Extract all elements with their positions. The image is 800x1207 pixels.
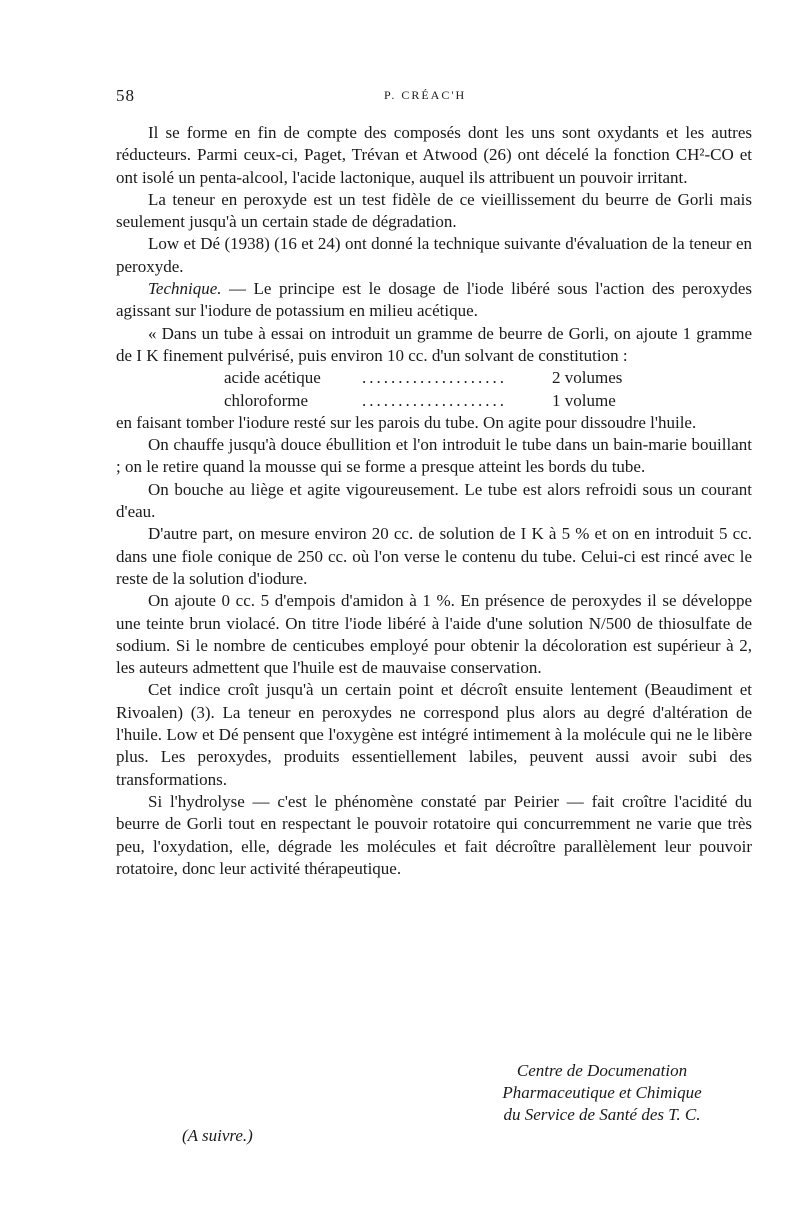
paragraph: On ajoute 0 cc. 5 d'empois d'amidon à 1 %. En présence de peroxydes il se développe une teinte brun violacé. On titre l'iode libéré à l'aide d'une solution N/500 de thiosulfate de sodium. Si le nombre de centicubes employé pour obtenir la décoloration est supérieur à 2, les auteurs admettent que l'huile est de mauvaise conservation. — [116, 591, 752, 678]
article-body — [116, 122, 752, 880]
to-be-continued: (A suivre.) — [182, 1126, 253, 1145]
paragraph: D'autre part, on mesure environ 20 cc. de solution de I K à 5 % et on en introduit 5 cc. dans une fiole conique de 250 cc. où l'on verse le contenu du tube. Celui-ci est rincé avec le reste de la solution d'iodure. — [116, 524, 752, 588]
technique-label: Technique. — [148, 279, 222, 299]
paragraph: Il se forme en fin de compte des composés dont les uns sont oxydants et les autres réducteurs. Parmi ceux-ci, Paget, Trévan et Atwood (26) ont décelé la fonction CH²-CO et ont isolé un penta-alcool, l'acide lactonique, auquel ils attribuent un pouvoir irritant. — [116, 123, 752, 187]
paragraph: en faisant tomber l'iodure resté sur les parois du tube. On agite pour dissoudre l'huile. — [116, 412, 697, 432]
signature-block — [452, 1060, 752, 1126]
formula-term: acide acétique — [224, 368, 321, 388]
quote-intro: « Dans un tube à essai on introduit un gramme de beurre de Gorli, on ajoute 1 gramme de I K finement pulvérisé, puis environ 10 cc. d'un solvant de constitution : — [116, 323, 752, 365]
paragraph: Cet indice croît jusqu'à un certain point et décroît ensuite lentement (Beaudiment et Rivoalen) (3). La teneur en peroxydes ne correspond plus alors au degré d'altération de l'huile. Low et Dé pensent que l'oxygène est intégré intimement à la molécule qui ne le libère plus. Les peroxydes, produits essentiellement labiles, peuvent aussi avoir subi des transformations. — [116, 680, 752, 789]
signature-line: du Service de Santé des T. C. — [503, 1105, 701, 1124]
paragraph: Si l'hydrolyse — c'est le phénomène constaté par Peirier — fait croître l'acidité du beurre de Gorli tout en respectant le pouvoir rotatoire qui concurremment ne varie que très peu, l'oxydation, elle, dégrade les molécules et fait décroître parallèlement leur pouvoir rotatoire, donc leur activité thérapeutique. — [116, 791, 752, 878]
paragraph: Low et Dé (1938) (16 et 24) ont donné la technique suivante d'évaluation de la teneur en peroxyde. — [116, 234, 752, 276]
formula-row — [116, 367, 752, 389]
technique-text: — Le principe est le dosage de l'iode libéré sous l'action des peroxydes agissant sur l'iodure de potassium en milieu acétique. — [116, 279, 752, 321]
paragraph: La teneur en peroxyde est un test fidèle de ce vieillissement du beurre de Gorli mais seulement jusqu'à un certain stade de dégradation. — [116, 189, 752, 232]
paragraph: On bouche au liège et agite vigoureusement. Le tube est alors refroidi sous un courant d'eau. — [116, 479, 752, 522]
formula-quantity: 1 volume — [552, 390, 616, 410]
paragraph: On chauffe jusqu'à douce ébullition et l'on introduit le tube dans un bain-marie bouillant ; on le retire quand la mousse qui se forme a presque atteint les bords du tube. — [116, 435, 752, 477]
formula-quantity: 2 volumes — [552, 368, 623, 388]
technique-paragraph — [116, 278, 752, 323]
formula-term: chloroforme — [224, 390, 309, 410]
signature-line: Pharmaceutique et Chimique — [502, 1083, 702, 1102]
page-number: 58 — [116, 86, 135, 105]
formula-dots: .................... — [362, 368, 507, 388]
signature-line: Centre de Documenation — [516, 1061, 688, 1080]
running-head: P. CRÉAC'H — [384, 88, 467, 102]
formula-row — [116, 390, 752, 412]
formula-dots: .................... — [362, 390, 507, 410]
